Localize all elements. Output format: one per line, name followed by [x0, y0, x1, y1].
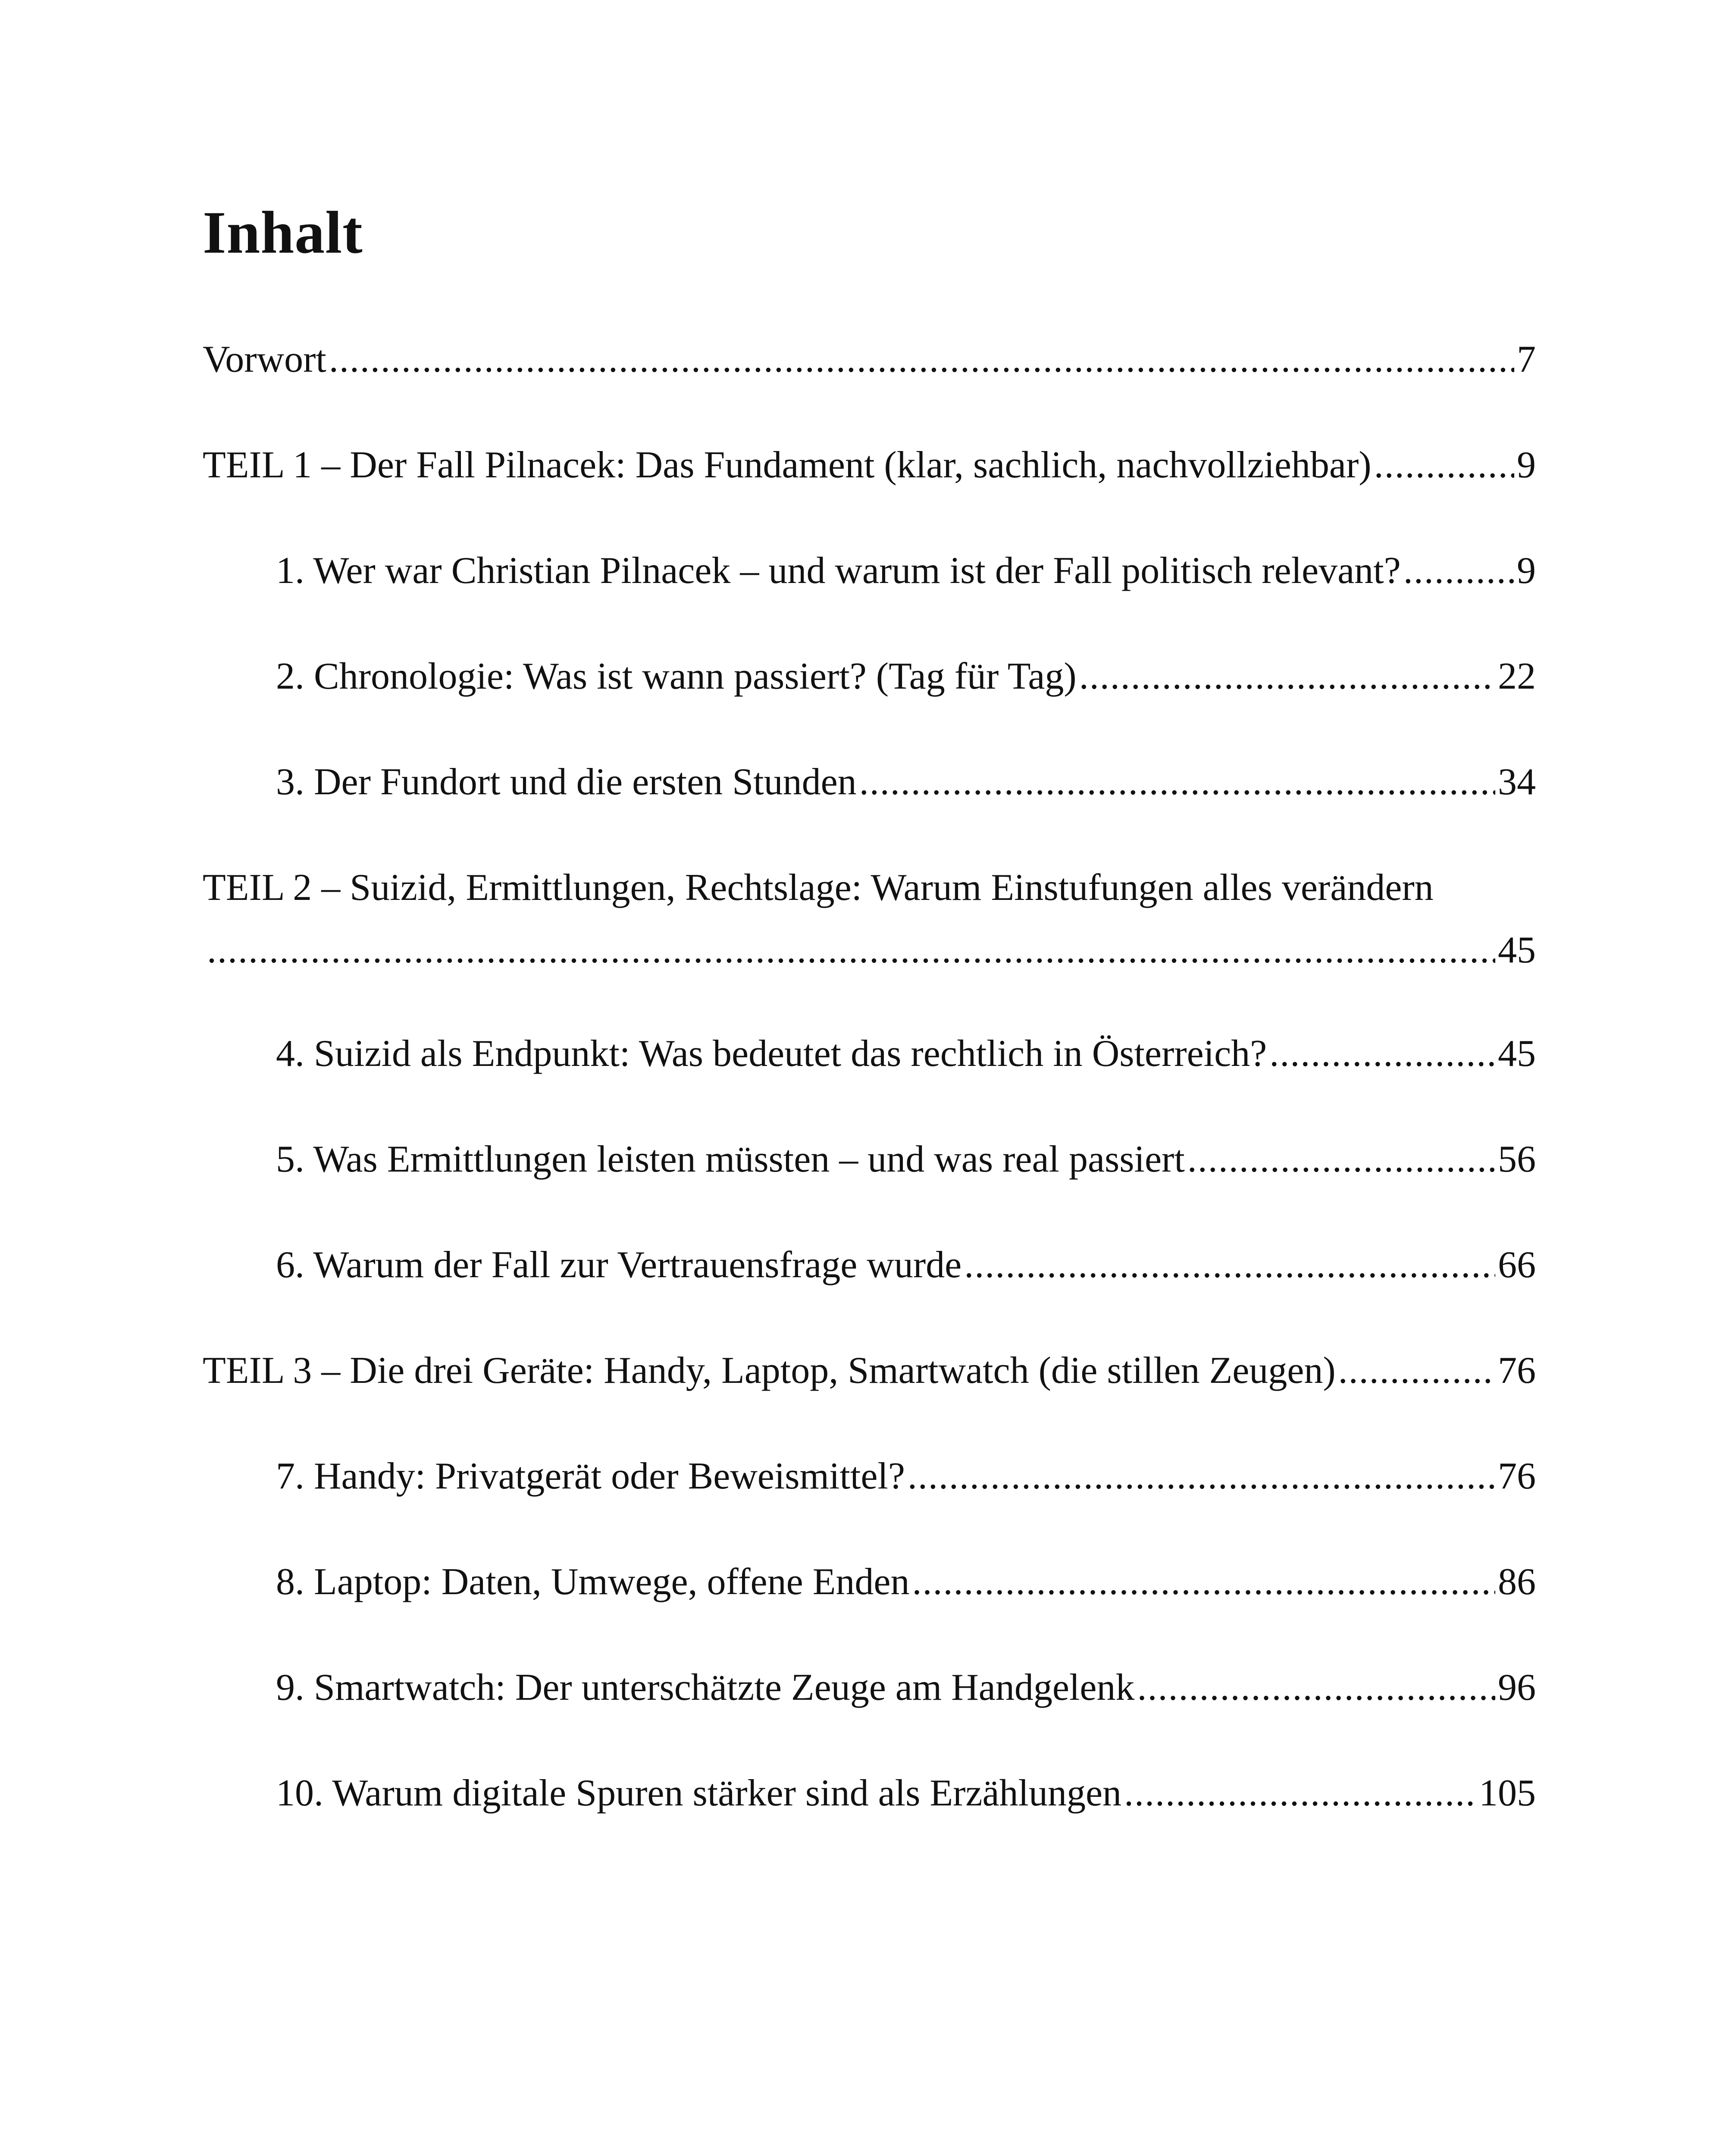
toc-entry-text: 8. Laptop: Daten, Umwege, offene Enden	[276, 1561, 910, 1603]
toc-entry-chapter-6[interactable]	[276, 1246, 1536, 1284]
toc-entry-teil-3[interactable]	[203, 1352, 1536, 1390]
toc-entry-text: TEIL 3 – Die drei Geräte: Handy, Laptop, Smartwatch (die stillen Zeugen)	[203, 1350, 1336, 1391]
toc-leader-dots	[1079, 658, 1495, 696]
toc-leader-dots	[1338, 1352, 1495, 1390]
toc-entry-vorwort[interactable]	[203, 338, 1536, 380]
toc-entry-page: 105	[1479, 1772, 1536, 1814]
toc-leader-dots	[964, 1246, 1495, 1284]
toc-entry-text: 9. Smartwatch: Der unterschätzte Zeuge am Handgelenk	[276, 1667, 1135, 1708]
toc-entry-page: 45	[1498, 1033, 1536, 1075]
toc-entry-text: Vorwort	[203, 338, 326, 380]
toc-leader-dots	[1137, 1669, 1495, 1707]
toc-leader-dots	[1374, 446, 1514, 484]
toc-entry-chapter-3[interactable]	[276, 763, 1536, 801]
toc-leader-dots	[1187, 1141, 1495, 1178]
toc-entry-page: 45	[1498, 929, 1536, 971]
toc-entry-page: 76	[1498, 1455, 1536, 1497]
toc-leader-dots	[1124, 1774, 1476, 1812]
toc-entry-page: 22	[1498, 655, 1536, 697]
toc-entry-text: 7. Handy: Privatgerät oder Beweismittel?	[276, 1455, 905, 1497]
toc-entry-page: 86	[1498, 1561, 1536, 1603]
toc-entry-chapter-8[interactable]	[276, 1563, 1536, 1601]
toc-entry-page: 56	[1498, 1138, 1536, 1180]
toc-entry-page: 34	[1498, 761, 1536, 803]
toc-entry-page: 66	[1498, 1244, 1536, 1286]
toc-entry-chapter-7[interactable]	[276, 1457, 1536, 1495]
toc-entry-chapter-10[interactable]	[276, 1774, 1536, 1812]
toc-entry-chapter-5[interactable]	[276, 1138, 1536, 1180]
toc-entry-page: 9	[1517, 550, 1536, 592]
toc-entry-teil-2[interactable]	[203, 869, 1536, 907]
toc-entry-page: 76	[1498, 1350, 1536, 1391]
toc-entry-text: 6. Warum der Fall zur Vertrauensfrage wurde	[276, 1244, 962, 1286]
toc-entry-text: 2. Chronologie: Was ist wann passiert? (Tag für Tag)	[276, 655, 1077, 697]
toc-entry-text: 4. Suizid als Endpunkt: Was bedeutet das rechtlich in Österreich?	[276, 1033, 1267, 1075]
toc-entry-chapter-2[interactable]	[276, 655, 1536, 697]
toc-leader-dots	[908, 1457, 1495, 1495]
toc-leader-dots	[912, 1563, 1495, 1601]
toc-entry-chapter-4[interactable]	[276, 1035, 1536, 1073]
toc-leader-dots	[1269, 1035, 1495, 1073]
toc-entry-page: 7	[1517, 338, 1536, 380]
page-title: Inhalt	[203, 199, 363, 266]
toc-entry-text: TEIL 1 – Der Fall Pilnacek: Das Fundament (klar, sachlich, nachvollziehbar)	[203, 444, 1372, 486]
toc-leader-dots	[859, 763, 1495, 801]
toc-entry-chapter-9[interactable]	[276, 1669, 1536, 1707]
toc-entry-text: 5. Was Ermittlungen leisten müssten – und was real passiert	[276, 1138, 1185, 1180]
toc-leader-dots	[329, 341, 1514, 379]
toc-entry-text: 3. Der Fundort und die ersten Stunden	[276, 761, 857, 803]
toc-leader-dots	[1403, 552, 1514, 590]
toc-entry-teil-1[interactable]	[203, 446, 1536, 484]
toc-entry-text: 1. Wer war Christian Pilnacek – und warum ist der Fall politisch relevant?	[276, 550, 1401, 592]
toc-entry-text: 10. Warum digitale Spuren stärker sind als Erzählungen	[276, 1772, 1122, 1814]
toc-entry-page: 9	[1517, 444, 1536, 486]
toc-entry-text: TEIL 2 – Suizid, Ermittlungen, Rechtslage: Warum Einstufungen alles verändern	[203, 867, 1434, 909]
toc-leader-dots	[207, 931, 1495, 969]
toc-entry-chapter-1[interactable]	[276, 552, 1536, 590]
toc-entry-teil-2-continuation[interactable]	[203, 931, 1536, 969]
toc-entry-page: 96	[1498, 1667, 1536, 1708]
